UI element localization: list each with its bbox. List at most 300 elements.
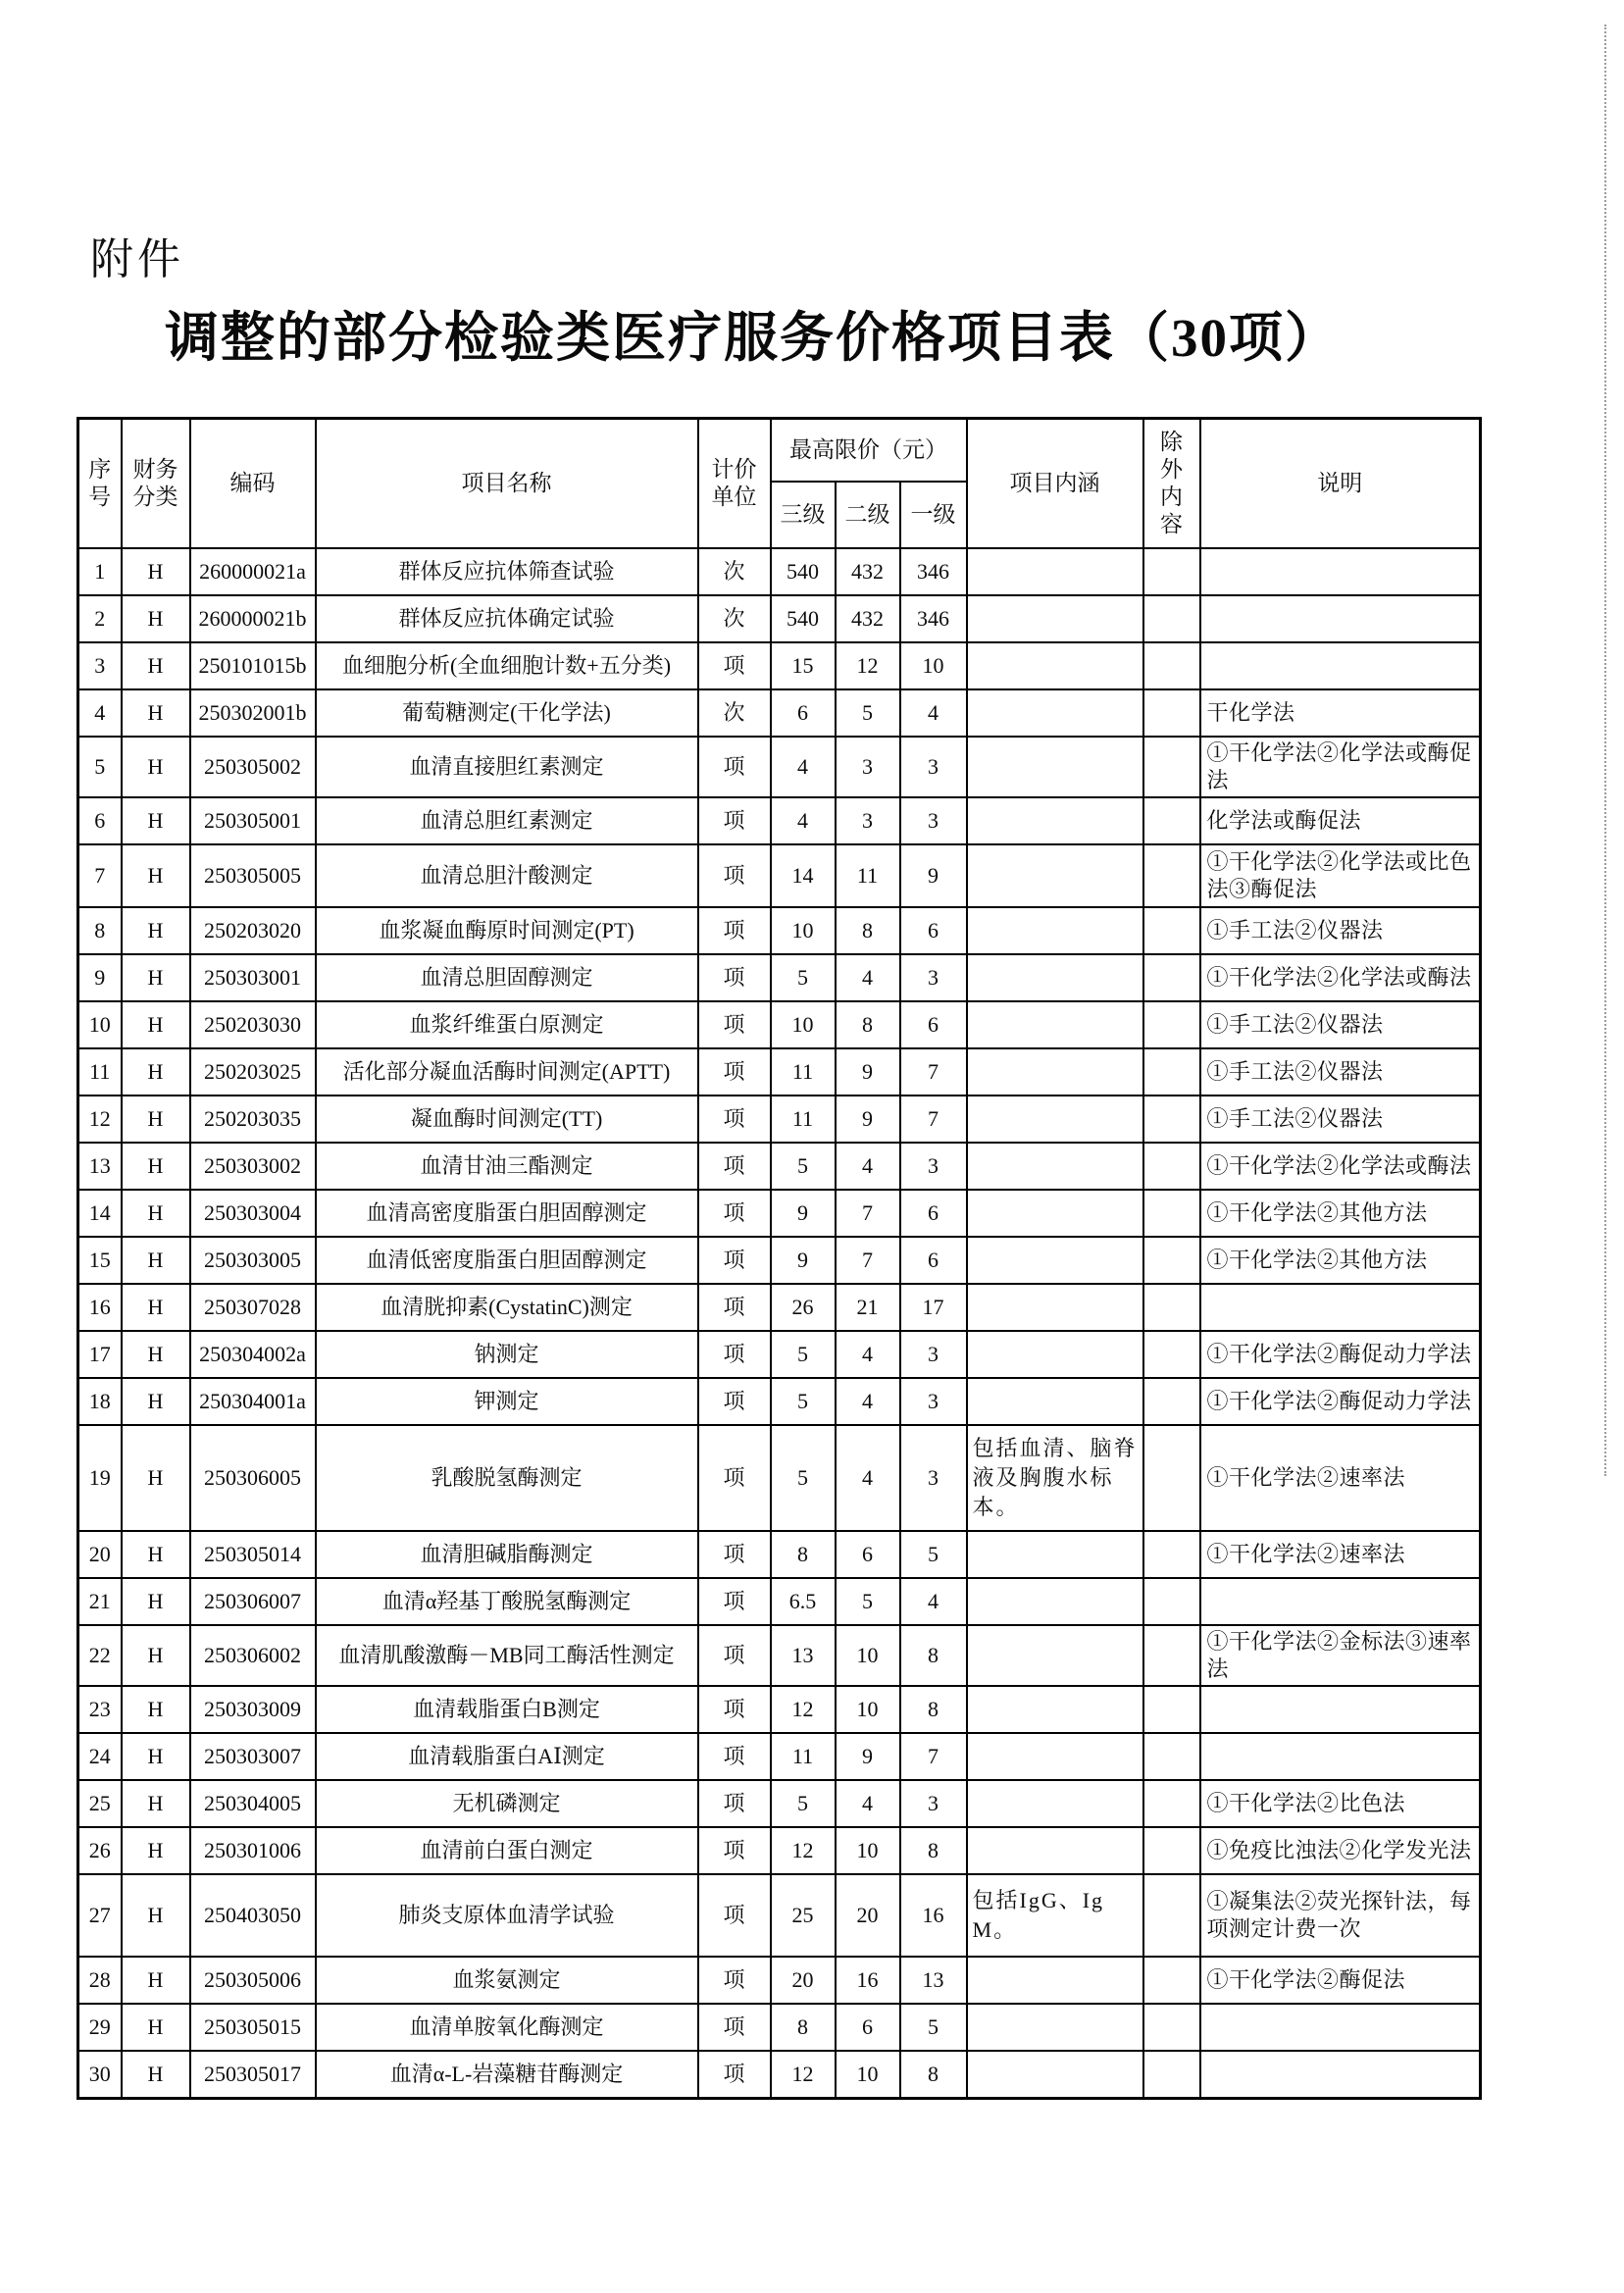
cell-code: 250302001b [190, 689, 316, 737]
cell-price-tier1: 3 [900, 1780, 967, 1827]
cell-code: 250305001 [190, 797, 316, 844]
cell-price-tier2: 3 [836, 797, 900, 844]
cell-code: 250306002 [190, 1625, 316, 1686]
cell-price-tier3: 6 [771, 689, 836, 737]
cell-note: ①手工法②仪器法 [1200, 1001, 1481, 1048]
cell-exclusions [1143, 1827, 1200, 1874]
cell-note: ①免疫比浊法②化学发光法 [1200, 1827, 1481, 1874]
cell-exclusions [1143, 1578, 1200, 1625]
cell-finance-class: H [122, 907, 190, 954]
cell-unit: 项 [698, 1048, 771, 1096]
cell-unit: 项 [698, 907, 771, 954]
cell-note: ①干化学法②化学法或比色法③酶促法 [1200, 844, 1481, 907]
table-row [78, 907, 1481, 954]
cell-item-content [967, 689, 1143, 737]
cell-price-tier3: 9 [771, 1237, 836, 1284]
cell-index: 7 [78, 844, 122, 907]
table-row [78, 1531, 1481, 1578]
cell-code: 260000021a [190, 548, 316, 595]
cell-finance-class: H [122, 737, 190, 797]
cell-unit: 项 [698, 1143, 771, 1190]
cell-item-name: 血清直接胆红素测定 [316, 737, 698, 797]
cell-index: 6 [78, 797, 122, 844]
cell-item-content [967, 595, 1143, 642]
cell-item-name: 血清单胺氧化酶测定 [316, 2004, 698, 2051]
cell-item-content [967, 2004, 1143, 2051]
cell-price-tier1: 7 [900, 1048, 967, 1096]
cell-exclusions [1143, 1425, 1200, 1531]
cell-index: 20 [78, 1531, 122, 1578]
cell-item-name: 血清高密度脂蛋白胆固醇测定 [316, 1190, 698, 1237]
cell-price-tier1: 6 [900, 907, 967, 954]
table-row [78, 595, 1481, 642]
cell-unit: 项 [698, 1874, 771, 1957]
cell-price-tier1: 3 [900, 1143, 967, 1190]
cell-finance-class: H [122, 595, 190, 642]
cell-unit: 次 [698, 595, 771, 642]
cell-price-tier2: 12 [836, 642, 900, 689]
cell-price-tier3: 11 [771, 1048, 836, 1096]
cell-unit: 项 [698, 1625, 771, 1686]
cell-price-tier2: 20 [836, 1874, 900, 1957]
cell-price-tier3: 4 [771, 797, 836, 844]
cell-finance-class: H [122, 1780, 190, 1827]
col-header-index: 序号 [78, 419, 122, 549]
cell-finance-class: H [122, 1578, 190, 1625]
cell-index: 29 [78, 2004, 122, 2051]
cell-price-tier2: 6 [836, 1531, 900, 1578]
cell-finance-class: H [122, 1237, 190, 1284]
cell-code: 250305006 [190, 1957, 316, 2004]
col-header-unit: 计价单位 [698, 419, 771, 549]
cell-price-tier2: 4 [836, 954, 900, 1001]
cell-unit: 项 [698, 844, 771, 907]
cell-item-name: 血浆凝血酶原时间测定(PT) [316, 907, 698, 954]
table-row [78, 1827, 1481, 1874]
cell-code: 250304001a [190, 1378, 316, 1425]
cell-price-tier3: 10 [771, 1001, 836, 1048]
cell-finance-class: H [122, 1143, 190, 1190]
cell-price-tier3: 5 [771, 954, 836, 1001]
cell-price-tier3: 5 [771, 1378, 836, 1425]
cell-price-tier1: 3 [900, 954, 967, 1001]
cell-unit: 项 [698, 1578, 771, 1625]
table-row [78, 1190, 1481, 1237]
cell-item-content [967, 1284, 1143, 1331]
cell-item-content [967, 1096, 1143, 1143]
cell-item-name: 血清载脂蛋白AⅠ测定 [316, 1733, 698, 1780]
cell-price-tier3: 5 [771, 1331, 836, 1378]
cell-item-name: 凝血酶时间测定(TT) [316, 1096, 698, 1143]
cell-finance-class: H [122, 1625, 190, 1686]
cell-note [1200, 1686, 1481, 1733]
cell-price-tier2: 7 [836, 1237, 900, 1284]
cell-item-content [967, 1733, 1143, 1780]
cell-item-content [967, 1957, 1143, 2004]
col-header-code: 编码 [190, 419, 316, 549]
cell-note [1200, 642, 1481, 689]
cell-price-tier2: 5 [836, 689, 900, 737]
cell-price-tier1: 16 [900, 1874, 967, 1957]
cell-price-tier3: 14 [771, 844, 836, 907]
cell-unit: 项 [698, 1780, 771, 1827]
cell-price-tier2: 3 [836, 737, 900, 797]
cell-finance-class: H [122, 1827, 190, 1874]
cell-exclusions [1143, 1733, 1200, 1780]
cell-item-content [967, 1625, 1143, 1686]
cell-item-content [967, 1780, 1143, 1827]
cell-price-tier3: 8 [771, 2004, 836, 2051]
cell-price-tier3: 5 [771, 1143, 836, 1190]
cell-unit: 项 [698, 1378, 771, 1425]
cell-note: ①干化学法②化学法或酶法 [1200, 954, 1481, 1001]
cell-price-tier1: 5 [900, 1531, 967, 1578]
cell-index: 5 [78, 737, 122, 797]
cell-price-tier3: 10 [771, 907, 836, 954]
cell-code: 250101015b [190, 642, 316, 689]
table-row [78, 1957, 1481, 2004]
cell-exclusions [1143, 954, 1200, 1001]
cell-price-tier2: 16 [836, 1957, 900, 2004]
cell-unit: 项 [698, 1733, 771, 1780]
cell-index: 23 [78, 1686, 122, 1733]
cell-exclusions [1143, 642, 1200, 689]
cell-index: 2 [78, 595, 122, 642]
cell-note [1200, 548, 1481, 595]
cell-price-tier3: 8 [771, 1531, 836, 1578]
cell-code: 250305005 [190, 844, 316, 907]
cell-finance-class: H [122, 1733, 190, 1780]
cell-item-content [967, 1143, 1143, 1190]
cell-unit: 项 [698, 1190, 771, 1237]
table-row [78, 1237, 1481, 1284]
cell-index: 12 [78, 1096, 122, 1143]
cell-exclusions [1143, 797, 1200, 844]
cell-finance-class: H [122, 1874, 190, 1957]
cell-item-name: 血清载脂蛋白B测定 [316, 1686, 698, 1733]
cell-exclusions [1143, 1096, 1200, 1143]
cell-price-tier1: 4 [900, 689, 967, 737]
table-row [78, 1096, 1481, 1143]
table-row [78, 548, 1481, 595]
cell-item-content [967, 1827, 1143, 1874]
cell-price-tier1: 3 [900, 1378, 967, 1425]
cell-code: 250301006 [190, 1827, 316, 1874]
cell-index: 4 [78, 689, 122, 737]
cell-item-name: 钾测定 [316, 1378, 698, 1425]
cell-exclusions [1143, 737, 1200, 797]
cell-note: ①干化学法②化学法或酶法 [1200, 1143, 1481, 1190]
cell-item-content [967, 844, 1143, 907]
cell-code: 250303002 [190, 1143, 316, 1190]
cell-finance-class: H [122, 1001, 190, 1048]
cell-note: 干化学法 [1200, 689, 1481, 737]
cell-item-content [967, 737, 1143, 797]
cell-code: 250306007 [190, 1578, 316, 1625]
cell-finance-class: H [122, 1378, 190, 1425]
cell-item-content [967, 1237, 1143, 1284]
cell-price-tier2: 10 [836, 1827, 900, 1874]
cell-code: 250203025 [190, 1048, 316, 1096]
cell-finance-class: H [122, 2051, 190, 2098]
cell-unit: 项 [698, 1827, 771, 1874]
cell-code: 250203035 [190, 1096, 316, 1143]
cell-unit: 项 [698, 954, 771, 1001]
table-row [78, 1284, 1481, 1331]
cell-price-tier3: 540 [771, 595, 836, 642]
table-row [78, 1578, 1481, 1625]
cell-unit: 项 [698, 1686, 771, 1733]
cell-price-tier1: 8 [900, 2051, 967, 2098]
cell-finance-class: H [122, 1425, 190, 1531]
cell-exclusions [1143, 689, 1200, 737]
cell-price-tier1: 8 [900, 1686, 967, 1733]
cell-index: 26 [78, 1827, 122, 1874]
cell-note: ①干化学法②速率法 [1200, 1425, 1481, 1531]
cell-price-tier1: 7 [900, 1096, 967, 1143]
cell-item-content: 包括血清、脑脊液及胸腹水标本。 [967, 1425, 1143, 1531]
cell-item-content [967, 2051, 1143, 2098]
cell-code: 250306005 [190, 1425, 316, 1531]
cell-finance-class: H [122, 1284, 190, 1331]
cell-price-tier2: 432 [836, 595, 900, 642]
cell-price-tier2: 11 [836, 844, 900, 907]
cell-item-content [967, 1190, 1143, 1237]
cell-note: ①干化学法②酶促动力学法 [1200, 1378, 1481, 1425]
cell-price-tier2: 5 [836, 1578, 900, 1625]
cell-item-name: 血清胱抑素(CystatinC)测定 [316, 1284, 698, 1331]
cell-note: ①干化学法②比色法 [1200, 1780, 1481, 1827]
cell-price-tier2: 4 [836, 1378, 900, 1425]
cell-item-name: 血清α羟基丁酸脱氢酶测定 [316, 1578, 698, 1625]
table-row [78, 2004, 1481, 2051]
cell-finance-class: H [122, 1957, 190, 2004]
cell-price-tier3: 15 [771, 642, 836, 689]
cell-price-tier2: 4 [836, 1425, 900, 1531]
cell-code: 250305017 [190, 2051, 316, 2098]
cell-index: 15 [78, 1237, 122, 1284]
cell-note: ①手工法②仪器法 [1200, 907, 1481, 954]
cell-item-content [967, 1048, 1143, 1096]
cell-finance-class: H [122, 1686, 190, 1733]
cell-unit: 项 [698, 797, 771, 844]
cell-index: 27 [78, 1874, 122, 1957]
cell-price-tier1: 5 [900, 2004, 967, 2051]
cell-item-name: 钠测定 [316, 1331, 698, 1378]
cell-note: ①干化学法②金标法③速率法 [1200, 1625, 1481, 1686]
cell-price-tier2: 10 [836, 2051, 900, 2098]
cell-exclusions [1143, 2004, 1200, 2051]
cell-price-tier2: 7 [836, 1190, 900, 1237]
cell-note: ①干化学法②化学法或酶促法 [1200, 737, 1481, 797]
cell-price-tier1: 8 [900, 1625, 967, 1686]
cell-item-content [967, 1686, 1143, 1733]
cell-item-content [967, 1378, 1143, 1425]
cell-index: 19 [78, 1425, 122, 1531]
table-row [78, 1874, 1481, 1957]
cell-exclusions [1143, 1143, 1200, 1190]
cell-price-tier2: 6 [836, 2004, 900, 2051]
cell-finance-class: H [122, 1190, 190, 1237]
cell-price-tier3: 13 [771, 1625, 836, 1686]
cell-note [1200, 1578, 1481, 1625]
cell-unit: 项 [698, 1284, 771, 1331]
cell-price-tier1: 3 [900, 1331, 967, 1378]
cell-item-content: 包括IgG、IgM。 [967, 1874, 1143, 1957]
cell-note [1200, 2051, 1481, 2098]
cell-code: 250303001 [190, 954, 316, 1001]
cell-finance-class: H [122, 1531, 190, 1578]
cell-index: 24 [78, 1733, 122, 1780]
cell-item-content [967, 1531, 1143, 1578]
cell-price-tier3: 12 [771, 1827, 836, 1874]
cell-unit: 次 [698, 689, 771, 737]
cell-unit: 项 [698, 642, 771, 689]
cell-exclusions [1143, 1780, 1200, 1827]
cell-finance-class: H [122, 2004, 190, 2051]
scan-artifact-line [1604, 25, 1606, 1476]
cell-item-name: 血清总胆汁酸测定 [316, 844, 698, 907]
cell-item-name: 血清甘油三酯测定 [316, 1143, 698, 1190]
cell-exclusions [1143, 1874, 1200, 1957]
cell-unit: 项 [698, 2051, 771, 2098]
cell-code: 250303009 [190, 1686, 316, 1733]
cell-code: 250304002a [190, 1331, 316, 1378]
cell-item-name: 血清胆碱脂酶测定 [316, 1531, 698, 1578]
table-row [78, 1425, 1481, 1531]
cell-finance-class: H [122, 797, 190, 844]
cell-index: 18 [78, 1378, 122, 1425]
cell-price-tier3: 12 [771, 1686, 836, 1733]
cell-price-tier1: 8 [900, 1827, 967, 1874]
cell-exclusions [1143, 1190, 1200, 1237]
cell-price-tier3: 5 [771, 1780, 836, 1827]
cell-exclusions [1143, 1531, 1200, 1578]
cell-price-tier3: 20 [771, 1957, 836, 2004]
cell-index: 16 [78, 1284, 122, 1331]
cell-price-tier1: 346 [900, 548, 967, 595]
cell-exclusions [1143, 907, 1200, 954]
cell-finance-class: H [122, 844, 190, 907]
cell-price-tier1: 10 [900, 642, 967, 689]
cell-exclusions [1143, 1048, 1200, 1096]
cell-code: 250304005 [190, 1780, 316, 1827]
col-header-max-price: 最高限价（元） [771, 419, 967, 483]
cell-price-tier3: 11 [771, 1096, 836, 1143]
cell-exclusions [1143, 1686, 1200, 1733]
cell-index: 10 [78, 1001, 122, 1048]
cell-note: ①干化学法②其他方法 [1200, 1237, 1481, 1284]
table-row [78, 1733, 1481, 1780]
cell-finance-class: H [122, 689, 190, 737]
col-header-tier2: 二级 [836, 482, 900, 548]
table-header [78, 419, 1481, 549]
cell-unit: 项 [698, 2004, 771, 2051]
cell-item-name: 血清α-L-岩藻糖苷酶测定 [316, 2051, 698, 2098]
cell-price-tier2: 432 [836, 548, 900, 595]
cell-code: 250307028 [190, 1284, 316, 1331]
cell-price-tier3: 5 [771, 1425, 836, 1531]
price-table [76, 417, 1482, 2100]
cell-price-tier3: 4 [771, 737, 836, 797]
cell-price-tier1: 3 [900, 797, 967, 844]
cell-item-content [967, 797, 1143, 844]
cell-item-name: 无机磷测定 [316, 1780, 698, 1827]
cell-code: 250303005 [190, 1237, 316, 1284]
cell-index: 1 [78, 548, 122, 595]
cell-exclusions [1143, 844, 1200, 907]
cell-finance-class: H [122, 1096, 190, 1143]
cell-code: 250305002 [190, 737, 316, 797]
cell-index: 22 [78, 1625, 122, 1686]
cell-price-tier1: 7 [900, 1733, 967, 1780]
table-row [78, 642, 1481, 689]
cell-price-tier2: 4 [836, 1331, 900, 1378]
cell-item-content [967, 1001, 1143, 1048]
cell-index: 8 [78, 907, 122, 954]
cell-exclusions [1143, 1331, 1200, 1378]
table-body [78, 548, 1481, 2098]
cell-finance-class: H [122, 642, 190, 689]
cell-price-tier2: 10 [836, 1686, 900, 1733]
cell-code: 250203030 [190, 1001, 316, 1048]
cell-exclusions [1143, 548, 1200, 595]
cell-exclusions [1143, 2051, 1200, 2098]
cell-code: 250303007 [190, 1733, 316, 1780]
table-row [78, 1001, 1481, 1048]
cell-index: 21 [78, 1578, 122, 1625]
cell-price-tier2: 9 [836, 1048, 900, 1096]
table-row [78, 1625, 1481, 1686]
cell-note: ①手工法②仪器法 [1200, 1048, 1481, 1096]
cell-note: 化学法或酶促法 [1200, 797, 1481, 844]
cell-price-tier1: 6 [900, 1237, 967, 1284]
cell-note [1200, 2004, 1481, 2051]
cell-note: ①干化学法②速率法 [1200, 1531, 1481, 1578]
cell-exclusions [1143, 1957, 1200, 2004]
cell-unit: 项 [698, 1957, 771, 2004]
cell-price-tier3: 9 [771, 1190, 836, 1237]
cell-item-name: 血清总胆红素测定 [316, 797, 698, 844]
table-row [78, 1378, 1481, 1425]
table-row [78, 1780, 1481, 1827]
cell-note: ①干化学法②酶促法 [1200, 1957, 1481, 2004]
cell-exclusions [1143, 1237, 1200, 1284]
cell-note: ①干化学法②其他方法 [1200, 1190, 1481, 1237]
cell-item-name: 群体反应抗体筛查试验 [316, 548, 698, 595]
cell-code: 250305015 [190, 2004, 316, 2051]
cell-item-name: 血细胞分析(全血细胞计数+五分类) [316, 642, 698, 689]
cell-index: 9 [78, 954, 122, 1001]
cell-index: 3 [78, 642, 122, 689]
cell-note [1200, 1284, 1481, 1331]
cell-price-tier3: 540 [771, 548, 836, 595]
cell-item-name: 肺炎支原体血清学试验 [316, 1874, 698, 1957]
table-row [78, 844, 1481, 907]
cell-finance-class: H [122, 548, 190, 595]
cell-price-tier2: 9 [836, 1096, 900, 1143]
cell-note: ①凝集法②荧光探针法，每项测定计费一次 [1200, 1874, 1481, 1957]
col-header-tier1: 一级 [900, 482, 967, 548]
cell-index: 28 [78, 1957, 122, 2004]
cell-unit: 项 [698, 1237, 771, 1284]
attachment-label: 附件 [90, 235, 184, 283]
col-header-exclusions: 除外内容 [1143, 419, 1200, 549]
cell-unit: 项 [698, 1425, 771, 1531]
cell-price-tier1: 9 [900, 844, 967, 907]
col-header-item-content: 项目内涵 [967, 419, 1143, 549]
cell-note [1200, 1733, 1481, 1780]
